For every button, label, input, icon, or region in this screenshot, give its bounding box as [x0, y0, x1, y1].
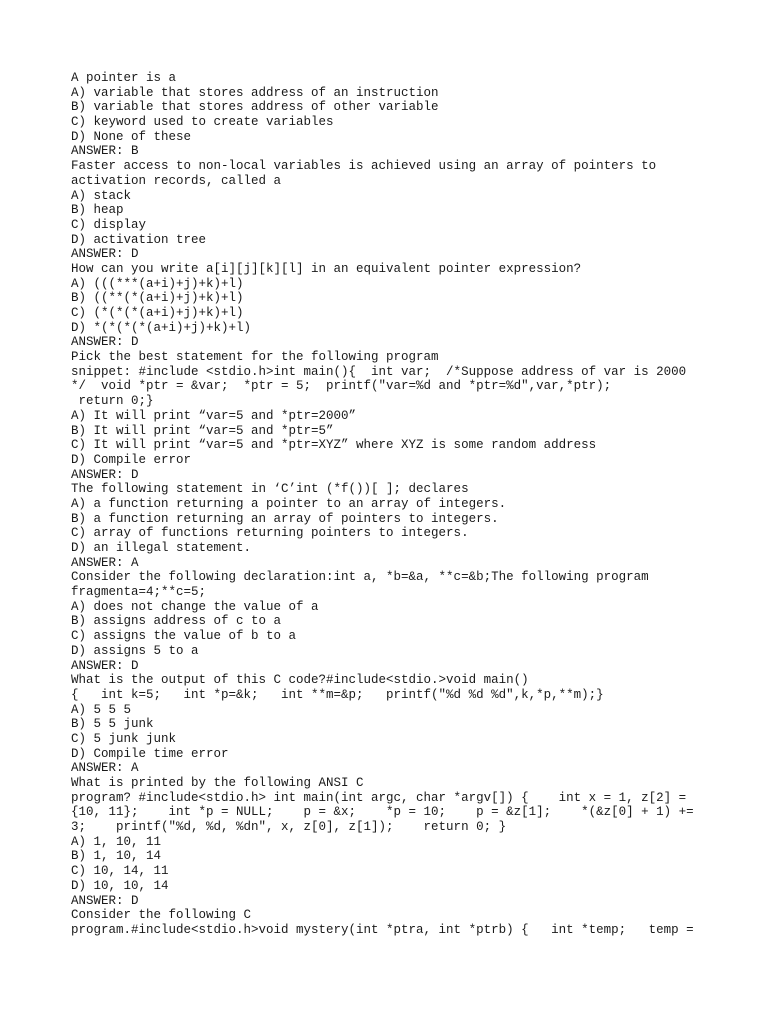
text-line: D) *(*(*(*(a+i)+j)+k)+l): [71, 320, 252, 335]
text-line: snippet: #include <stdio.h>int main(){ int var; /*Suppose address of var is 2000: [71, 364, 687, 379]
text-line: D) 10, 10, 14: [71, 878, 169, 893]
text-line: ANSWER: A: [71, 555, 139, 570]
text-line: D) Compile error: [71, 452, 192, 467]
text-line: D) Compile time error: [71, 746, 229, 761]
text-line: Consider the following C: [71, 908, 252, 923]
text-line: A) 5 5 5: [71, 702, 132, 717]
text-line: */ void *ptr = &var; *ptr = 5; printf("var=%d and *ptr=%d",var,*ptr);: [71, 379, 612, 394]
text-line: B) heap: [71, 203, 124, 218]
text-line: A) variable that stores address of an instruction: [71, 85, 439, 100]
text-line: Consider the following declaration:int a, *b=&a, **c=&b;The following program: [71, 570, 649, 585]
text-line: ANSWER: D: [71, 335, 139, 350]
text-line: B) 1, 10, 14: [71, 849, 162, 864]
text-line: C) It will print “var=5 and *ptr=XYZ” where XYZ is some random address: [71, 438, 597, 453]
text-line: B) assigns address of c to a: [71, 614, 282, 629]
text-line: What is the output of this C code?#include<stdio.>void main(): [71, 673, 529, 688]
text-line: C) (*(*(*(a+i)+j)+k)+l): [71, 306, 244, 320]
text-line: D) None of these: [71, 129, 192, 144]
text-line: Pick the best statement for the following program: [71, 350, 439, 365]
text-line: C) 5 junk junk: [71, 731, 177, 746]
text-line: A) a function returning a pointer to an array of integers.: [71, 496, 507, 511]
text-line: C) display: [71, 217, 147, 232]
text-line: return 0;}: [71, 394, 154, 409]
text-line: program? #include<stdio.h> int main(int argc, char *argv[]) { int x = 1, z[2] =: [71, 790, 687, 805]
text-line: ANSWER: D: [71, 467, 139, 482]
text-line: program.#include<stdio.h>void mystery(int *ptra, int *ptrb) { int *temp; temp =: [71, 922, 694, 937]
text-line: B) It will print “var=5 and *ptr=5”: [71, 423, 334, 438]
text-line: The following statement in ‘C’int (*f())[ ]; declares: [71, 482, 469, 497]
text-line: A) stack: [71, 188, 132, 203]
text-line: ANSWER: D: [71, 247, 139, 262]
text-line: A) does not change the value of a: [71, 599, 319, 614]
text-line: How can you write a[i][j][k][l] in an equivalent pointer expression?: [71, 261, 582, 276]
text-line: A pointer is a: [71, 71, 177, 85]
text-line: ANSWER: B: [71, 144, 139, 159]
text-line: D) activation tree: [71, 232, 207, 247]
text-line: C) array of functions returning pointers to integers.: [71, 526, 469, 541]
text-line: ANSWER: D: [71, 893, 139, 908]
text-line: C) assigns the value of b to a: [71, 629, 297, 644]
text-line: {10, 11}; int *p = NULL; p = &x; *p = 10; p = &z[1]; *(&z[0] + 1) +=: [71, 805, 694, 820]
text-line: B) 5 5 junk: [71, 717, 154, 732]
document-page: [71, 71, 711, 938]
text-line: C) 10, 14, 11: [71, 864, 169, 879]
text-line: B) a function returning an array of pointers to integers.: [71, 511, 499, 526]
text-line: B) variable that stores address of other variable: [71, 100, 439, 115]
text-line: D) an illegal statement.: [71, 541, 252, 555]
text-line: C) keyword used to create variables: [71, 115, 334, 130]
text-line: ANSWER: A: [71, 761, 139, 776]
text-line: A) 1, 10, 11: [71, 834, 162, 849]
text-line: ANSWER: D: [71, 658, 139, 673]
text-line: What is printed by the following ANSI C: [71, 776, 364, 790]
text-line: A) (((***(a+i)+j)+k)+l): [71, 276, 244, 291]
text-line: B) ((**(*(a+i)+j)+k)+l): [71, 291, 244, 306]
text-line: A) It will print “var=5 and *ptr=2000”: [71, 408, 357, 423]
text-line: fragmenta=4;**c=5;: [71, 585, 207, 600]
text-line: Faster access to non-local variables is achieved using an array of pointers to: [71, 159, 657, 174]
text-line: activation records, called a: [71, 173, 282, 188]
text-line: D) assigns 5 to a: [71, 643, 199, 658]
text-line: { int k=5; int *p=&k; int **m=&p; printf("%d %d %d",k,*p,**m);}: [71, 687, 604, 702]
text-line: 3; printf("%d, %d, %dn", x, z[0], z[1]); return 0; }: [71, 820, 507, 835]
